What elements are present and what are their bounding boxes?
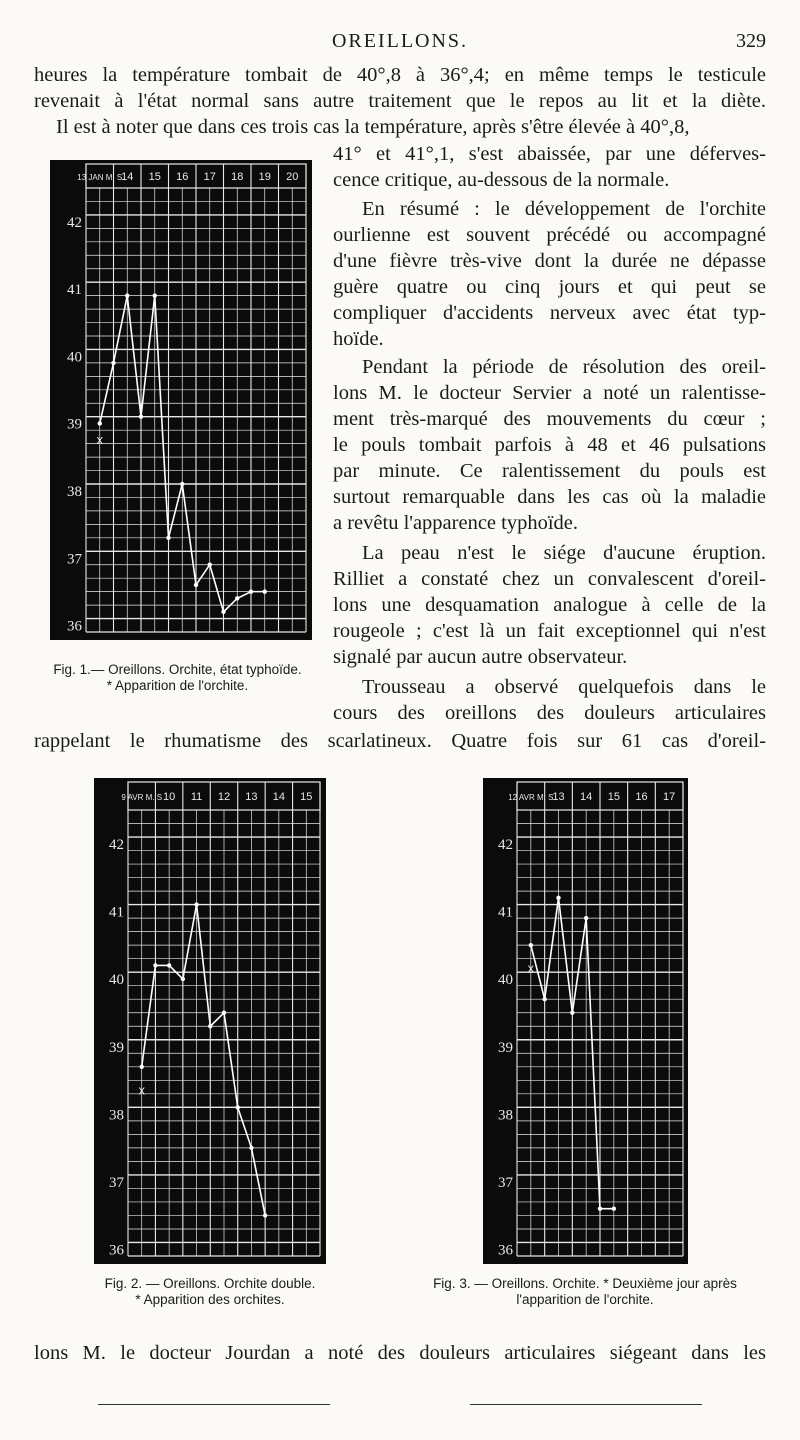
body-line: guère quatre ou cinq jours et qui peut se: [333, 276, 766, 298]
body-line: heures la température tombait de 40°,8 à 36°,4; en même temps le testicule: [34, 64, 766, 86]
temperature-point: [194, 902, 198, 906]
column-label: 11: [190, 791, 203, 803]
y-tick-label: 40: [67, 349, 82, 366]
body-line: rappelant le rhumatisme des scarlatineux. Quatre fois sur 61 cas d'oreil-: [34, 730, 766, 752]
column-label: 9 AVR M. S: [121, 793, 163, 802]
column-label: 17: [203, 171, 216, 183]
temperature-point: [263, 589, 267, 593]
body-line: La peau n'est le siége d'aucune éruption.: [362, 542, 766, 564]
column-label: 17: [663, 791, 676, 803]
figure-3-caption: [400, 1276, 770, 1308]
column-label: 15: [148, 171, 161, 183]
temperature-point: [208, 563, 212, 567]
y-tick-label: 39: [109, 1039, 124, 1056]
temperature-point: [556, 896, 560, 900]
y-tick-label: 36: [498, 1242, 513, 1259]
temperature-point: [612, 1206, 616, 1210]
temperature-point: [263, 1213, 267, 1217]
column-label: 14: [121, 171, 134, 183]
column-label: 15: [607, 791, 620, 803]
y-tick-label: 36: [109, 1242, 124, 1259]
footer-rule-left: [98, 1404, 330, 1405]
footer-rule-right: [470, 1404, 702, 1405]
temperature-line: [142, 905, 265, 1216]
y-tick-label: 41: [109, 904, 124, 921]
temperature-point: [542, 997, 546, 1001]
orchitis-marker: X: [96, 436, 104, 448]
column-label: 13 JAN M. S: [77, 173, 123, 182]
temperature-point: [598, 1206, 602, 1210]
y-tick-label: 38: [498, 1107, 513, 1124]
orchitis-marker: X: [138, 1086, 146, 1098]
temperature-point: [529, 943, 533, 947]
body-line: le pouls tombait parfois à 48 et 46 pulsations: [333, 434, 766, 456]
y-tick-label: 37: [67, 551, 82, 568]
temperature-chart-fig3-svg: [483, 778, 688, 1264]
y-tick-label: 38: [109, 1107, 124, 1124]
temperature-chart-fig1-svg: [50, 160, 312, 640]
column-label: 15: [300, 791, 313, 803]
body-line: Il est à noter que dans ces trois cas la température, après s'être élevée à 40°,8,: [56, 116, 690, 138]
temperature-point: [181, 977, 185, 981]
column-label: 10: [163, 791, 176, 803]
column-label: 16: [635, 791, 648, 803]
body-line: compliquer d'accidents nerveux avec état typ-: [333, 302, 766, 324]
temperature-chart-fig2-svg: [94, 778, 326, 1264]
body-line: d'une fièvre très-vive dont la durée ne dépasse: [333, 250, 766, 272]
body-line: Rilliet a constaté chez un convalescent d'oreil-: [333, 568, 766, 590]
body-line: Trousseau a observé quelquefois dans le: [362, 676, 766, 698]
y-tick-label: 37: [498, 1174, 513, 1191]
y-tick-label: 41: [67, 282, 82, 299]
body-line: revenait à l'état normal sans autre traitement que le repos au lit et la diète.: [34, 90, 766, 112]
figure-2-caption-note: * Apparition des orchites.: [135, 1292, 285, 1307]
temperature-point: [222, 1011, 226, 1015]
temperature-point: [140, 1065, 144, 1069]
y-tick-label: 37: [109, 1174, 124, 1191]
body-line: hoïde.: [333, 328, 384, 350]
page-number: 329: [736, 30, 766, 52]
column-label: 16: [176, 171, 189, 183]
temperature-point: [111, 361, 115, 365]
y-tick-label: 40: [498, 972, 513, 989]
column-label: 14: [272, 791, 285, 803]
body-line: lons M. le docteur Servier a noté un ralentisse-: [333, 382, 766, 404]
figure-1-caption-title: Fig. 1.— Oreillons. Orchite, état typhoïde.: [53, 662, 302, 677]
y-tick-label: 40: [109, 972, 124, 989]
figure-2-caption-title: Fig. 2. — Oreillons. Orchite double.: [104, 1276, 316, 1291]
y-tick-label: 39: [498, 1039, 513, 1056]
figure-1-caption-note: * Apparition de l'orchite.: [106, 678, 249, 693]
figure-1-caption: [20, 662, 335, 694]
body-line: cence critique, au-dessous de la normale.: [333, 169, 670, 191]
temperature-point: [180, 482, 184, 486]
temperature-point: [194, 583, 198, 587]
y-tick-label: 42: [109, 837, 124, 854]
body-line: ment très-marqué des mouvements du cœur ;: [333, 408, 766, 430]
column-label: 12: [217, 791, 231, 803]
body-line: Pendant la période de résolution des oreil-: [362, 356, 766, 378]
column-label: 18: [231, 171, 244, 183]
figure-2-caption: [60, 1276, 360, 1308]
y-tick-label: 41: [498, 904, 513, 921]
y-tick-label: 36: [67, 618, 82, 635]
temperature-point: [166, 536, 170, 540]
running-title: OREILLONS.: [331, 30, 469, 52]
temperature-point: [249, 589, 253, 593]
column-label: 13: [245, 791, 258, 803]
temperature-point: [98, 421, 102, 425]
body-line: ourlienne est souvent précédé ou accompagné: [333, 224, 766, 246]
body-line: cours des oreillons des douleurs articulaires: [333, 702, 766, 724]
temperature-point: [235, 596, 239, 600]
y-tick-label: 38: [67, 484, 82, 500]
orchitis-marker: X: [527, 964, 535, 976]
temperature-point: [249, 1146, 253, 1150]
body-line: En résumé : le développement de l'orchite: [362, 198, 766, 220]
column-label: 13: [552, 791, 565, 803]
figure-3-caption-note: l'apparition de l'orchite.: [516, 1292, 654, 1307]
column-label: 14: [580, 791, 593, 803]
page-header: [0, 30, 800, 60]
temperature-chart-fig2: [94, 778, 326, 1264]
body-line: 41° et 41°,1, s'est abaissée, par une déferves-: [333, 143, 766, 165]
temperature-point: [584, 916, 588, 920]
body-line: surtout remarquable dans les cas où la maladie: [333, 486, 766, 508]
column-label: 20: [286, 171, 299, 183]
body-line: signalé par aucun autre observateur.: [333, 646, 628, 668]
temperature-point: [153, 963, 157, 967]
column-label: 12 AVR M. S: [508, 793, 554, 802]
body-line: a revêtu l'apparence typhoïde.: [333, 512, 579, 534]
y-tick-label: 42: [498, 837, 513, 854]
temperature-point: [221, 610, 225, 614]
temperature-point: [167, 963, 171, 967]
temperature-chart-fig1: [50, 160, 312, 640]
y-tick-label: 39: [67, 416, 82, 433]
figure-3-caption-title: Fig. 3. — Oreillons. Orchite. * Deuxième jour après: [433, 1276, 737, 1291]
y-tick-label: 42: [67, 214, 82, 231]
body-line: par minute. Ce ralentissement du pouls est: [333, 460, 766, 482]
temperature-point: [236, 1105, 240, 1109]
body-line: lons une desquamation analogue à celle de la: [333, 594, 766, 616]
body-line: rougeole ; c'est là un fait exceptionnel qui n'est: [333, 620, 766, 642]
body-line: lons M. le docteur Jourdan a noté des douleurs articulaires siégeant dans les: [34, 1342, 766, 1364]
temperature-point: [139, 415, 143, 419]
temperature-point: [153, 293, 157, 297]
temperature-point: [125, 293, 129, 297]
column-label: 19: [258, 171, 271, 183]
temperature-point: [208, 1024, 212, 1028]
temperature-chart-fig3: [483, 778, 688, 1264]
temperature-point: [570, 1011, 574, 1015]
